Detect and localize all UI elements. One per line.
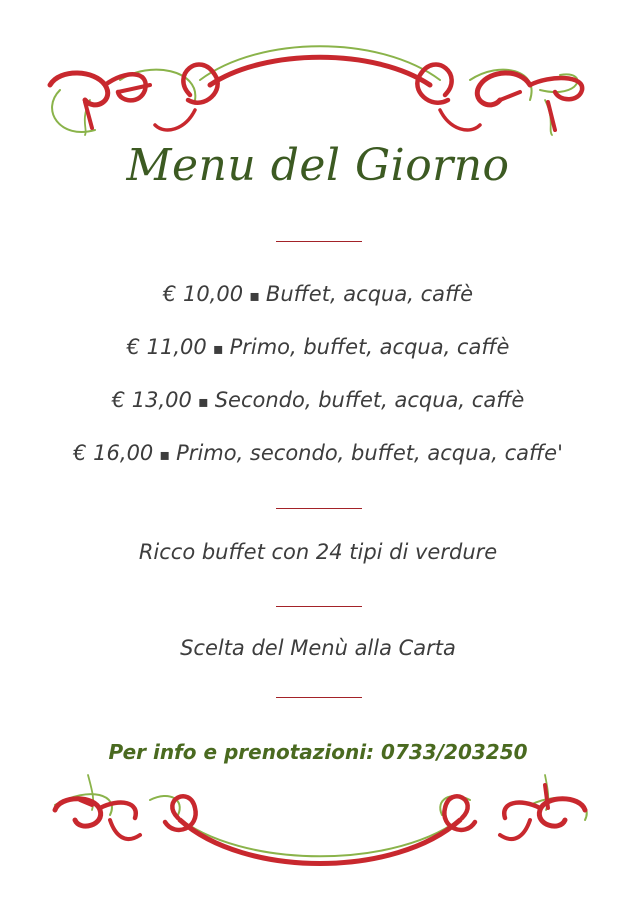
divider [276, 241, 362, 242]
price-items: Primo, secondo, buffet, acqua, caffe' [176, 441, 563, 465]
bottom-ribbon-flourish-icon [0, 760, 636, 880]
price-row [0, 382, 636, 435]
price-items: Buffet, acqua, caffè [265, 282, 474, 306]
price-row [0, 435, 636, 488]
price: € 11,00 [126, 335, 207, 359]
page-title: Menu del Giorno [126, 140, 510, 191]
bullet-separator: ▪ [212, 339, 224, 358]
price-row [0, 276, 636, 329]
carta-note: Scelta del Menù alla Carta [180, 636, 456, 660]
price-items: Primo, buffet, acqua, caffè [229, 335, 510, 359]
price: € 10,00 [162, 282, 244, 306]
divider [276, 508, 362, 509]
price-row [0, 329, 636, 382]
bullet-separator: ▪ [197, 392, 209, 411]
bullet-separator: ▪ [159, 445, 171, 464]
price-items: Secondo, buffet, acqua, caffè [214, 388, 525, 412]
top-ribbon-flourish-icon [0, 30, 636, 150]
price-list [0, 276, 636, 488]
bullet-separator: ▪ [249, 286, 260, 305]
divider [276, 606, 362, 607]
buffet-note: Ricco buffet con 24 tipi di verdure [138, 540, 498, 564]
divider [276, 697, 362, 698]
price: € 13,00 [111, 388, 192, 412]
price: € 16,00 [73, 441, 154, 465]
contact-info: Per info e prenotazioni: 0733/203250 [108, 740, 528, 764]
